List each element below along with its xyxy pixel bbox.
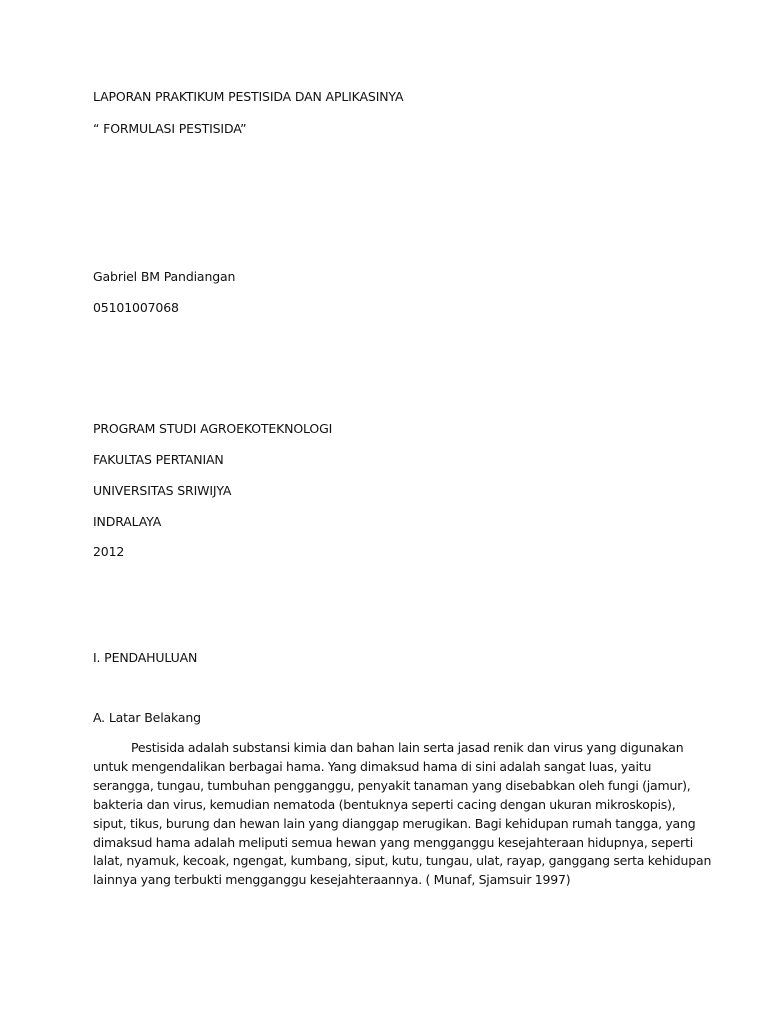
paragraph-line: Pestisida adalah substansi kimia dan bahan lain serta jasad renik dan virus yang digunakan [131,740,684,755]
paragraph-line: lalat, nyamuk, kecoak, ngengat, kumbang, siput, kutu, tungau, ulat, rayap, ganggang serta kehidupan [93,853,712,869]
body-paragraph [93,739,712,890]
report-subtitle: “ FORMULASI PESTISIDA” [93,121,247,136]
author-name: Gabriel BM Pandiangan [93,269,236,284]
paragraph-line: untuk mengendalikan berbagai hama. Yang dimaksud hama di sini adalah sangat luas, yaitu [93,758,652,774]
chapter-heading: I. PENDAHULUAN [93,650,198,665]
city-name: INDRALAYA [93,514,162,529]
university-name: UNIVERSITAS SRIWIJYA [93,483,232,498]
report-year: 2012 [93,544,125,559]
paragraph-line: dimaksud hama adalah meliputi semua hewan yang mengganggu kesejahteraan hidupnya, seperti [93,834,694,850]
paragraph-line: siput, tikus, burung dan hewan lain yang dianggap merugikan. Bagi kehidupan rumah tangga, yang [93,815,696,831]
paragraph-line: lainnya yang terbukti mengganggu kesejahteraannya. ( Munaf, Sjamsuir 1997) [93,872,571,888]
paragraph-line: bakteria dan virus, kemudian nematoda (bentuknya seperti cacing dengan ukuran mikroskopis), [93,796,676,812]
report-title: LAPORAN PRAKTIKUM PESTISIDA DAN APLIKASINYA [93,89,404,104]
paragraph-line: serangga, tungau, tumbuhan pengganggu, penyakit tanaman yang disebabkan oleh fungi (jamur), [93,777,691,793]
faculty-name: FAKULTAS PERTANIAN [93,452,224,467]
section-heading: A. Latar Belakang [93,710,201,725]
student-id: 05101007068 [93,300,179,315]
study-program: PROGRAM STUDI AGROEKOTEKNOLOGI [93,421,333,436]
